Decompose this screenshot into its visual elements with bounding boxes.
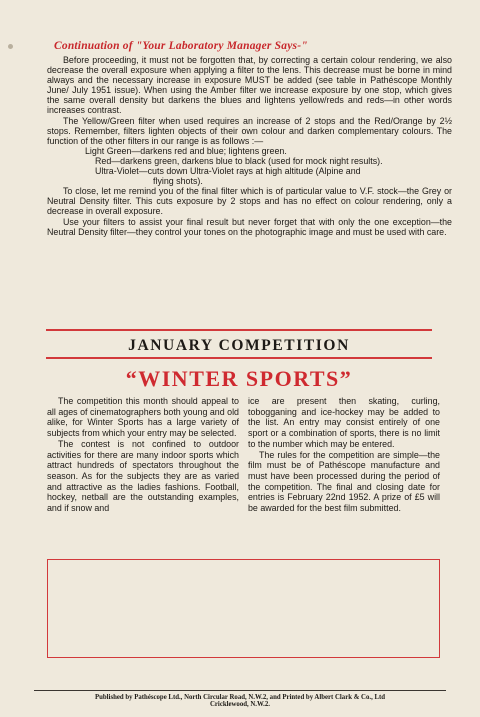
punch-hole	[8, 44, 13, 49]
continuation-paragraph: Before proceeding, it must not be forgotten that, by correcting a certain colour rendering, we also decrease the overall exposure when applying a filter to the lens. This decrease must be borne in mind always and the necessary increase in exposure MUST be added (see table in Pathéscope Monthly June/ July 1951 issue). When using the Amber filter we increase exposure by one stop, which gives the same overall density but darkens the blues and lightens yellow/reds and reds—in other words increases contrast.	[47, 55, 452, 116]
competition-title: JANUARY COMPETITION	[128, 337, 350, 354]
filter-item: Red—darkens green, darkens blue to black (used for mock night results).	[95, 155, 383, 166]
competition-paragraph: ice are present then skating, curling, tobogganing and ice-hockey may be added to the list. An entry may consist entirely of one sport or a combination of sports, there is no limit to the number which may be entered.	[248, 396, 440, 449]
publisher-imprint	[34, 694, 446, 709]
footer-rule	[34, 690, 446, 691]
competition-paragraph: The contest is not confined to outdoor activities for there are many indoor sports which attract hundreds of spectators throughout the season. As for the subjects they are as varied and attractive as the ladies fashions. Football, hockey, netball are the outstanding examples, and if snow and	[47, 438, 239, 514]
continuation-paragraph: To close, let me remind you of the final filter which is of particular value to V.F. stock—the Grey or Neutral Density filter. This cuts exposure by 2 stops and has no effect on colour rendering, only a decrease in overall exposure.	[47, 186, 452, 217]
filter-item: Ultra-Violet—cuts down Ultra-Violet rays at high altitude (Alpine and	[95, 166, 361, 177]
competition-subtitle: “WINTER SPORTS”	[125, 366, 353, 391]
competition-column-right	[248, 396, 440, 514]
continuation-heading: Continuation of "Your Laboratory Manager Says-"	[54, 40, 308, 52]
competition-paragraph: The competition this month should appeal to all ages of cinematographers both young and old alike, for Winter Sports has a large variety of subjects from which your entry may be selected.	[47, 396, 239, 439]
filter-item-continued: flying shots).	[153, 176, 203, 187]
competition-column-left	[47, 396, 239, 514]
filter-list	[85, 146, 452, 186]
continuation-paragraph: Use your filters to assist your final result but never forget that with only the one exception—the Neutral Density filter—they control your tones on the photographic image and must be used with care.	[47, 216, 452, 237]
divider-rule	[46, 357, 432, 359]
filter-item: Light Green—darkens red and blue; lightens green.	[85, 145, 287, 156]
publisher-line: Published by Pathéscope Ltd., North Circular Road, N.W.2, and Printed by Albert Clark & Co., Ltd	[94, 694, 386, 701]
continuation-paragraph: The Yellow/Green filter when used requires an increase of 2 stops and the Red/Orange by 2½ stops. Remember, filters lighten objects of their own colour and darken complementary colours. The function of the other filters in our range is as follows :—	[47, 115, 452, 146]
entry-box	[47, 559, 440, 658]
competition-paragraph: The rules for the competition are simple—the film must be of Pathéscope manufacture and must have been processed during the period of the competition. The final and closing date for entries is February 22nd 1952. A prize of £5 will be awarded for the best film submitted.	[248, 449, 440, 514]
publisher-line: Cricklewood, N.W.2.	[210, 701, 270, 709]
continuation-body	[47, 55, 452, 237]
divider-rule	[46, 329, 432, 331]
